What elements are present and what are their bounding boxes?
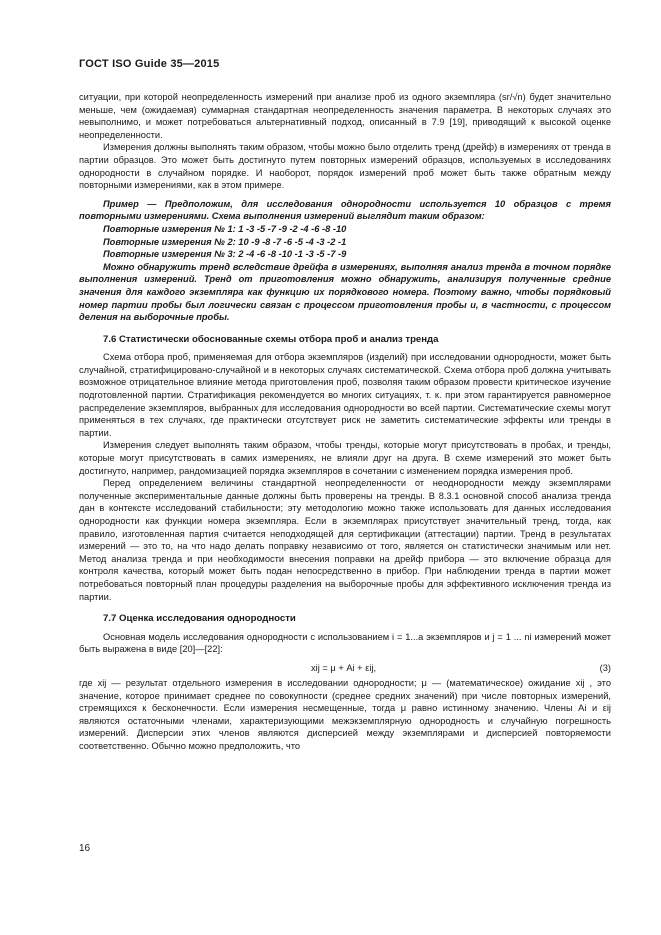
document-header: ГОСТ ISO Guide 35—2015 bbox=[79, 58, 220, 70]
page-number: 16 bbox=[79, 843, 91, 854]
paragraph-measurements: Измерения должны выполнять таким образом, чтобы можно было отделить тренд (дрейф) в измерениях от тренда в партии образцов. Это может быть достигнуто путем повторных измерений образцов, используемых в исследованиях однородности в случайном порядке. И наоборот, порядок измерений проб может быть также обратным между повторными измерениями, как в этом примере. bbox=[79, 142, 611, 191]
example-block bbox=[79, 198, 611, 324]
example-series-1: Повторные измерения № 1: 1 -3 -5 -7 -9 -2 -4 -6 -8 -10 bbox=[103, 223, 347, 234]
paragraph-sampling-scheme: Схема отбора проб, применяемая для отбора экземпляров (изделий) при исследовании однородности, может быть случайной, стратифицировано-случайной и в некоторых случаях систематической. Схема отбора проб должна учитывать возможное отрицательное влияние метода приготовления проб, позволяя таким образом провести критическое изучение подготовленной партии. Стратификация рекомендуется во многих ситуациях, т. к. при этом гарантируется равномерное распределение экземпляров, выбранных для исследования однородности во всей партии. Систематические схемы могут применяться в тех случаях, где практически отсутствует риск не заметить систематические эффекты или тренды в партии. bbox=[79, 352, 611, 438]
paragraph-trend-check: Перед определением величины стандартной неопределенности от неоднородности между экземплярами полученные экспериментальные данные должны быть проверены на тренды. В 8.3.1 основной способ анализа тренда дан в контексте исследований стабильности; эту методологию можно также использовать для данных исследования однородности как функции номера экземпляра. Если в экземплярах присутствует значительный тренд, тогда, как правило, изготовленная партия считается неподходящей для сертификации (аттестации) партии. Тренд в результатах измерений — это то, на что надо делать поправку независимо от того, является он статистически значимым или нет. Метод анализа тренда и при необходимости внесения поправки на дрейф прибора — это включение образца для контроля качества, который может быть подан непосредственно в прибор. При наблюдении тренда в партии может потребоваться повторный план процедуры разделения на выборочные пробы для эффективного исключения тренда из партии. bbox=[79, 478, 611, 602]
paragraph-model: Основная модель исследования однородности с использованием i = 1...a экземпляров и j = 1 ... ni измерений может быть выражена в виде [20]—[22]: bbox=[79, 631, 611, 655]
formula-3 bbox=[79, 659, 611, 677]
section-heading-7-6: 7.6 Статистически обоснованные схемы отбора проб и анализ тренда bbox=[103, 333, 439, 345]
paragraph-continuation: ситуации, при которой неопределенность измерений при анализе проб из одного экземпляра (sr/√n) будет значительно меньше, чем (ожидаемая) суммарная стандартная неопределенность значения параметра. В некоторых случаях это невыполнимо, и может потребоваться альтернативный подход, описанный в 7.9 [19], приводящий к высокой оценке неопределенности. bbox=[79, 92, 611, 140]
paragraph-trend-independence: Измерения следует выполнять таким образом, чтобы тренды, которые могут присутствовать в пробах, и тренды, которые могут присутствовать в самих измерениях, не влияли друг на друга. В схеме измерений это может быть достигнуто, например, рандомизацией порядка экземпляров в сочетании с изменением порядка измерения проб. bbox=[79, 440, 611, 476]
section-heading-7-7: 7.7 Оценка исследования однородности bbox=[103, 613, 296, 625]
paragraph-definitions: где xij — результат отдельного измерения в исследовании однородности; μ — (математическое) ожидание xij , это значение, которое принимает среднее по совокупности (среднее средних значений) при числе повторных измерений, стремящихся к бесконечности. Если измерения несмещенные, тогда μ равно истинному значению. Члены Ai и εij являются остаточными членами, характеризующими межэкземплярную однородность и случайную погрешность измерений. Дисперсии этих членов являются дисперсией между экземплярами и дисперсией повторяемости соответственно. Обычно можно предположить, что bbox=[79, 677, 611, 751]
example-intro: Пример — Предположим, для исследования однородности используется 10 образцов с тремя повторными измерениями. Схема выполнения измерений выглядит таким образом: bbox=[79, 198, 611, 222]
example-conclusion: Можно обнаружить тренд вследствие дрейфа в измерениях, выполняя анализ тренда в точном порядке выполнения измерений. Тренд от приготовления можно обнаружить, анализируя полученные средние значения для каждого экземпляра как функцию их порядкового номера. Поэтому важно, чтобы порядковый номер партии пробы был логически связан с процессом приготовления пробы u, в частности, с процессом деления на выборочные пробы. bbox=[79, 261, 611, 323]
formula-number: (3) bbox=[599, 662, 611, 673]
example-series-3: Повторные измерения № 3: 2 -4 -6 -8 -10 -1 -3 -5 -7 -9 bbox=[103, 249, 347, 260]
document-body bbox=[79, 91, 611, 753]
formula-expression: xij = μ + Ai + εij, bbox=[311, 662, 377, 673]
example-series-2: Повторные измерения № 2: 10 -9 -8 -7 -6 -5 -4 -3 -2 -1 bbox=[103, 236, 347, 247]
